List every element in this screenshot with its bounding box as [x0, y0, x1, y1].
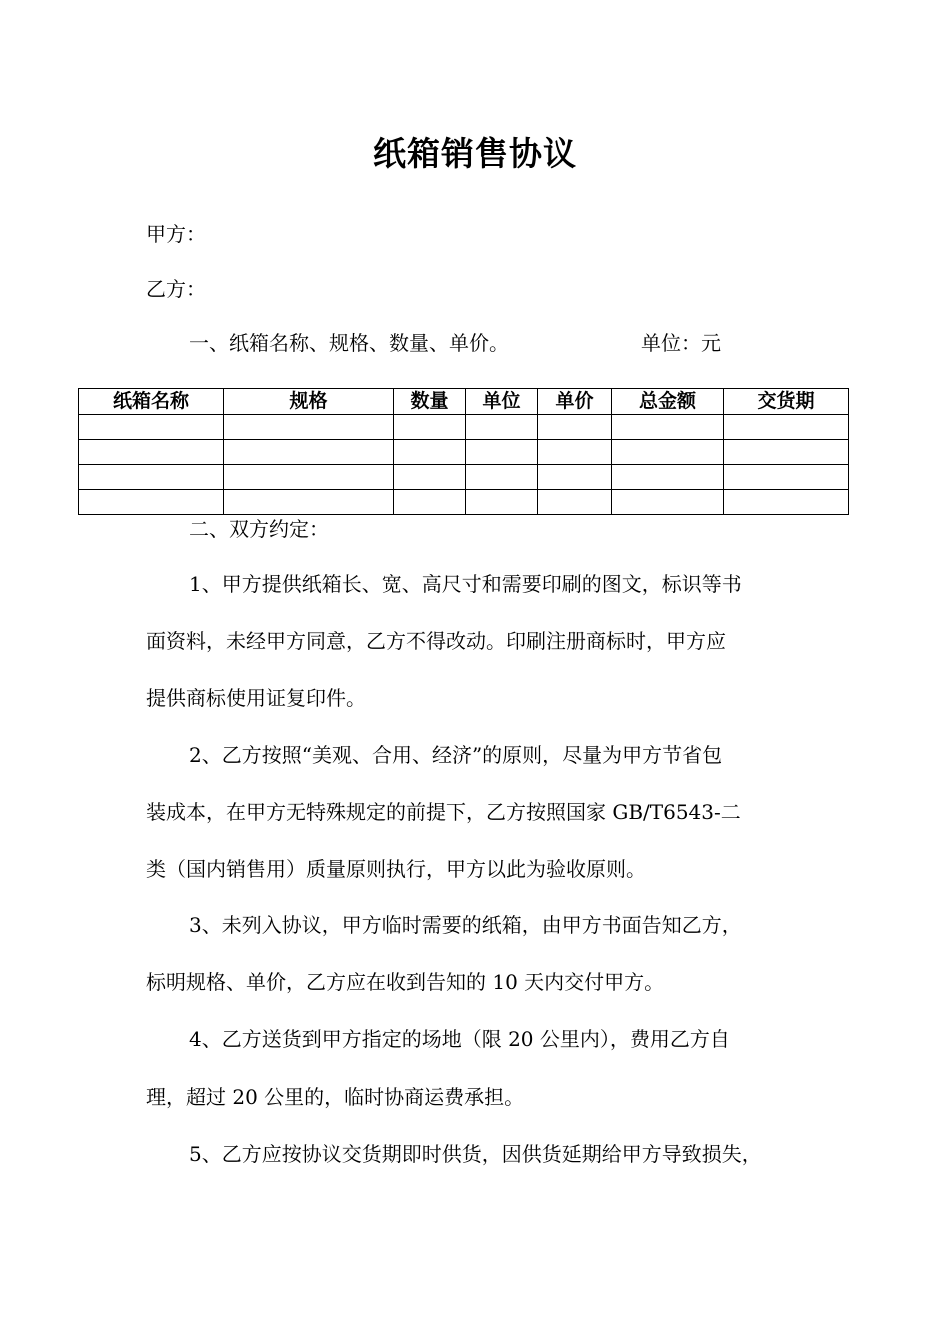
table-cell — [724, 490, 849, 515]
body-line: 类（国内销售用）质量原则执行，甲方以此为验收原则。 — [146, 857, 646, 881]
col-header-delivery: 交货期 — [724, 389, 849, 415]
table-cell — [79, 440, 224, 465]
table-cell — [79, 415, 224, 440]
table-cell — [612, 490, 724, 515]
table-cell — [538, 465, 612, 490]
party-b-label: 乙方： — [146, 277, 206, 301]
body-line: 理，超过 20 公里的，临时协商运费承担。 — [146, 1085, 525, 1109]
product-table — [78, 388, 849, 515]
col-header-spec: 规格 — [224, 389, 394, 415]
table-header-row — [79, 389, 849, 415]
table-cell — [394, 415, 466, 440]
body-line: 3、未列入协议，甲方临时需要的纸箱，由甲方书面告知乙方， — [189, 913, 742, 937]
body-line: 提供商标使用证复印件。 — [146, 686, 366, 710]
table-cell — [466, 490, 538, 515]
table-cell — [538, 440, 612, 465]
page-title: 纸箱销售协议 — [373, 134, 577, 173]
body-line: 4、乙方送货到甲方指定的场地（限 20 公里内），费用乙方自 — [189, 1027, 730, 1051]
table-cell — [224, 440, 394, 465]
col-header-quantity: 数量 — [394, 389, 466, 415]
col-header-unit-price: 单价 — [538, 389, 612, 415]
body-line: 标明规格、单价，乙方应在收到告知的 10 天内交付甲方。 — [146, 970, 665, 994]
table-cell — [538, 415, 612, 440]
body-line: 5、乙方应按协议交货期即时供货，因供货延期给甲方导致损失， — [189, 1142, 762, 1166]
col-header-total: 总金额 — [612, 389, 724, 415]
table-cell — [394, 465, 466, 490]
section-1-heading: 一、纸箱名称、规格、数量、单价。 — [189, 331, 509, 355]
body-line: 2、乙方按照“美观、合用、经济”的原则，尽量为甲方节省包 — [189, 743, 723, 767]
body-line: 装成本，在甲方无特殊规定的前提下，乙方按照国家 GB/T6543-二 — [146, 800, 741, 824]
table-cell — [79, 490, 224, 515]
table-cell — [394, 490, 466, 515]
table-cell — [466, 415, 538, 440]
section-2-heading: 二、双方约定： — [189, 517, 329, 541]
table-cell — [466, 440, 538, 465]
table-cell — [79, 465, 224, 490]
table-cell — [224, 415, 394, 440]
table-cell — [724, 415, 849, 440]
table-row — [79, 415, 849, 440]
table-cell — [224, 490, 394, 515]
body-line: 1、甲方提供纸箱长、宽、高尺寸和需要印刷的图文，标识等书 — [189, 572, 742, 596]
col-header-name: 纸箱名称 — [79, 389, 224, 415]
table-cell — [724, 440, 849, 465]
body-line: 面资料，未经甲方同意，乙方不得改动。印刷注册商标时，甲方应 — [146, 629, 726, 653]
party-a-label: 甲方： — [146, 222, 206, 246]
table-row — [79, 490, 849, 515]
table-cell — [224, 465, 394, 490]
col-header-unit: 单位 — [466, 389, 538, 415]
table-cell — [394, 440, 466, 465]
table-cell — [724, 465, 849, 490]
table-cell — [612, 440, 724, 465]
table-cell — [466, 465, 538, 490]
table-cell — [612, 415, 724, 440]
table-row — [79, 440, 849, 465]
table-cell — [538, 490, 612, 515]
unit-note: 单位：元 — [641, 331, 721, 355]
table-cell — [612, 465, 724, 490]
table-row — [79, 465, 849, 490]
